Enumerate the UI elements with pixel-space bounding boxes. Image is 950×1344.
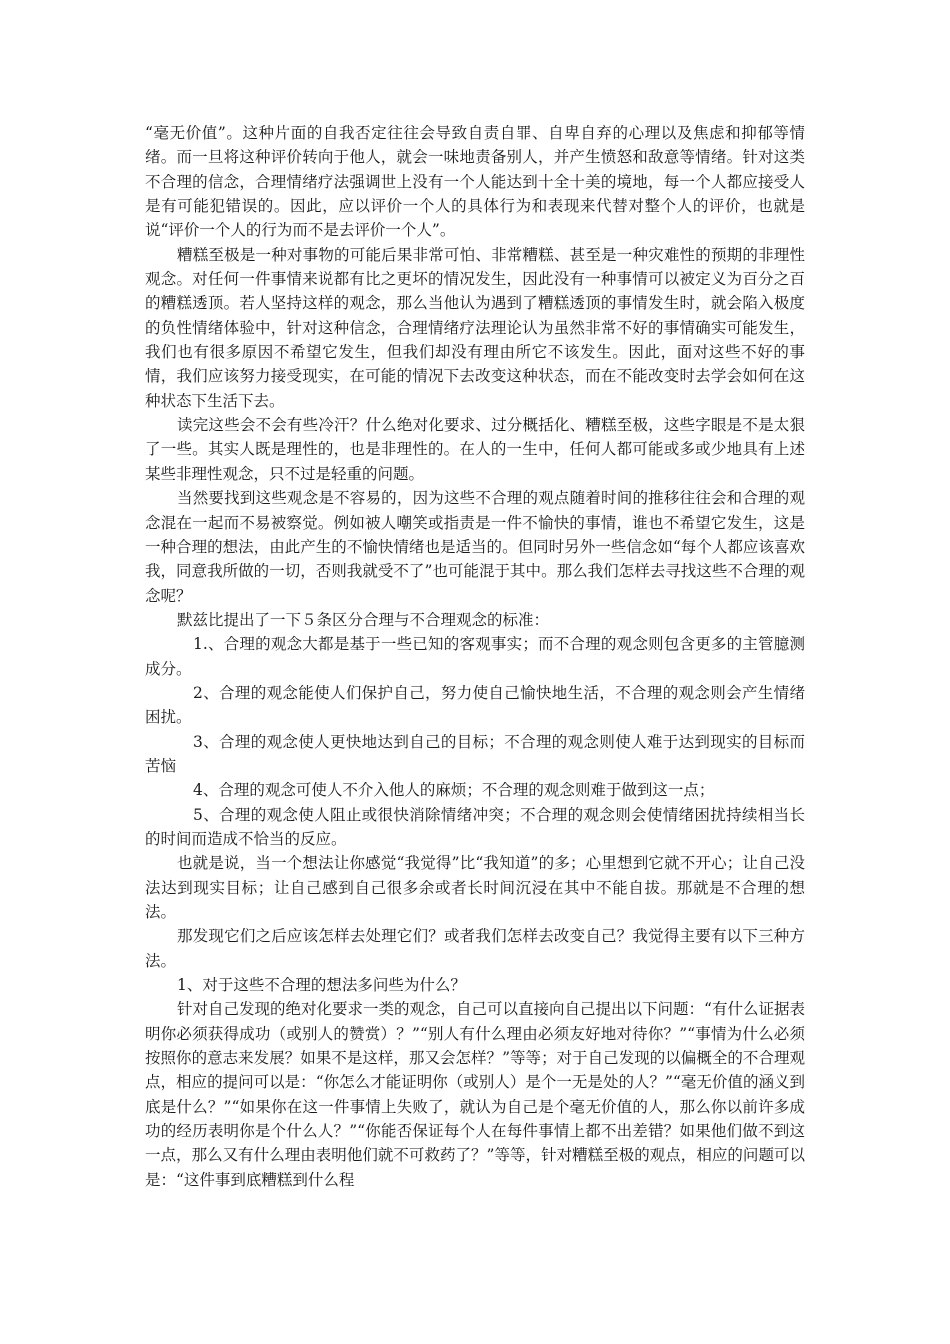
- paragraph: 默兹比提出了一下５条区分合理与不合理观念的标准：: [177, 610, 550, 629]
- paragraph: “毫无价值”。这种片面的自我否定往往会导致自责自罪、自卑自弃的心理以及焦虑和抑郁等情绪。而一旦将这种评价转向于他人，就会一味地责备别人，并产生愤怒和敌意等情绪。针对这类不合理的信念，合理情绪疗法强调世上没有一个人能达到十全十美的境地，每一个人都应接受人是有可能犯错误的。因此，应以评价一个人的具体行为和表现来代替对整个人的评价，也就是说“评价一个人的行为而不是去评价一个人”。: [145, 124, 805, 240]
- paragraph: 也就是说，当一个想法让你感觉“我觉得”比“我知道”的多；心里想到它就不开心；让自己没法达到现实目标；让自己感到自己很多余或者长时间沉浸在其中不能自拔。那就是不合理的想法。: [145, 854, 805, 921]
- paragraph: 读完这些会不会有些冷汗？什么绝对化要求、过分概括化、糟糕至极，这些字眼是不是太狠了一些。其实人既是理性的，也是非理性的。在人的一生中，任何人都可能或多或少地具有上述某些非理性观念，只不过是轻重的问题。: [145, 416, 805, 483]
- paragraph: 糟糕至极是一种对事物的可能后果非常可怕、非常糟糕、甚至是一种灾难性的预期的非理性观念。对任何一件事情来说都有比之更坏的情况发生，因此没有一种事情可以被定义为百分之百的糟糕透顶。若人坚持这样的观念，那么当他认为遇到了糟糕透顶的事情发生时，就会陷入极度的负性情绪体验中，针对这种信念，合理情绪疗法理论认为虽然非常不好的事情确实可能发生，我们也有很多原因不希望它发生，但我们却没有理由所它不该发生。因此，面对这些不好的事情，我们应该努力接受现实，在可能的情况下去改变这种状态，而在不能改变时去学会如何在这种状态下生活下去。: [145, 245, 805, 410]
- paragraph: 当然要找到这些观念是不容易的，因为这些不合理的观点随着时间的推移往往会和合理的观念混在一起而不易被察觉。例如被人嘲笑或指责是一件不愉快的事情，谁也不希望它发生，这是一种合理的想法，由此产生的不愉快情绪也是适当的。但同时另外一些信念如“每个人都应该喜欢我，同意我所做的一切，否则我就受不了”也可能混于其中。那么我们怎样去寻找这些不合理的观念呢？: [145, 489, 805, 605]
- section-heading: 1、对于这些不合理的想法多问些为什么？: [177, 976, 466, 995]
- list-item: 2、合理的观念能使人们保护自己，努力使自己愉快地生活，不合理的观念则会产生情绪困扰。: [145, 683, 805, 727]
- list-item: 5、合理的观念使人阻止或很快消除情绪冲突；不合理的观念则会使情绪困扰持续相当长的时间而造成不恰当的反应。: [145, 805, 805, 848]
- list-item: 3、合理的观念使人更快地达到自己的目标；不合理的观念则使人难于达到现实的目标而苦恼: [145, 732, 805, 775]
- document-body: [145, 121, 805, 1192]
- paragraph: 那发现它们之后应该怎样去处理它们？或者我们怎样去改变自己？我觉得主要有以下三种方法。: [145, 927, 805, 970]
- list-item: 1.、合理的观念大都是基于一些已知的客观事实；而不合理的观念则包含更多的主管臆测成分。: [145, 635, 805, 678]
- list-item: 4、合理的观念可使人不介入他人的麻烦；不合理的观念则难于做到这一点；: [193, 781, 715, 800]
- paragraph: 针对自己发现的绝对化要求一类的观念，自己可以直接向自己提出以下问题：“有什么证据表明你必须获得成功（或别人的赞赏）？”“别人有什么理由必须友好地对待你？”“事情为什么必须按照你的意志来发展？如果不是这样，那又会怎样？”等等；对于自己发现的以偏概全的不合理观点，相应的提问可以是：“你怎么才能证明你（或别人）是个一无是处的人？”“毫无价值的涵义到底是什么？”“如果你在这一件事情上失败了，就认为自己是个毫无价值的人，那么你以前许多成功的经历表明你是个什么人？”“你能否保证每个人在每件事情上都不出差错？如果他们做不到这一点，那么又有什么理由表明他们就不可救药了？”等等，针对糟糕至极的观点，相应的问题可以是：“这件事到底糟糕到什么程: [145, 1000, 805, 1189]
